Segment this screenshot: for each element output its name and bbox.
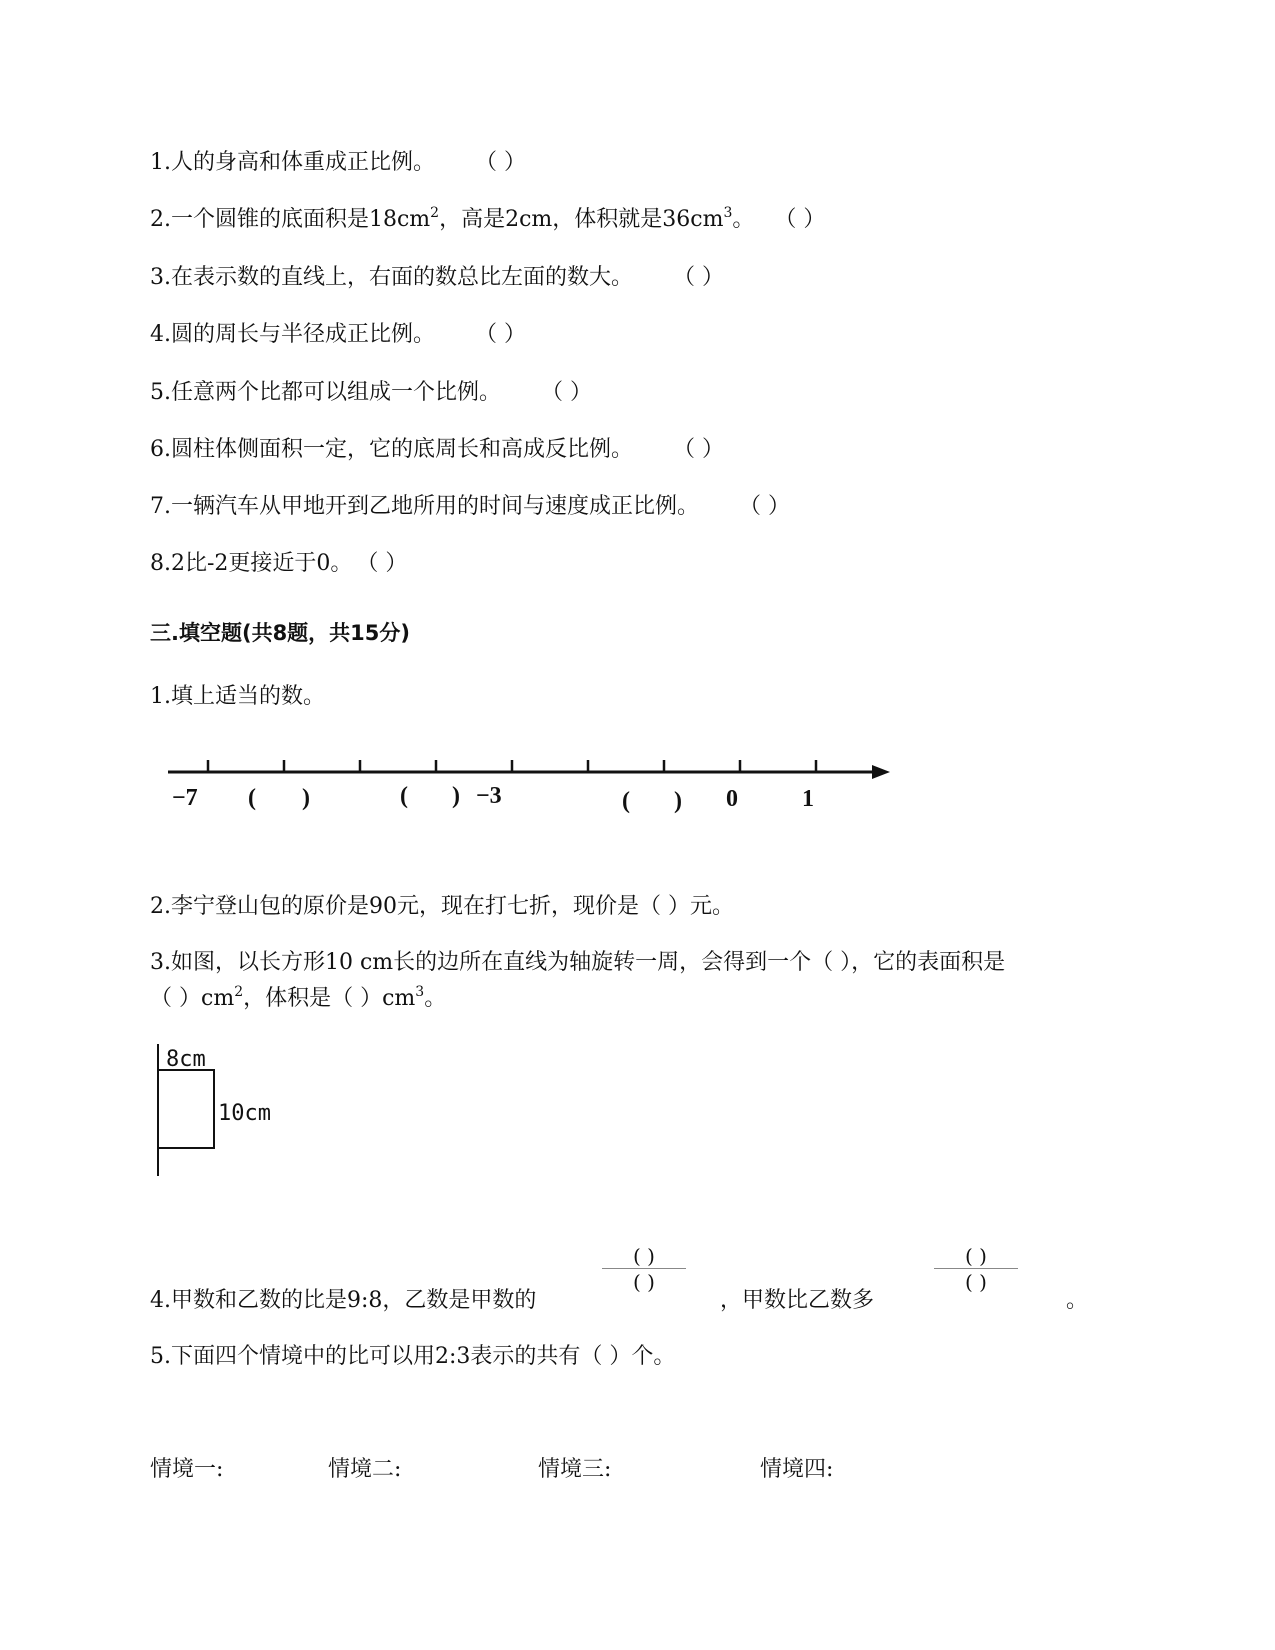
answer-blank[interactable]: （ ）	[356, 551, 408, 576]
fraction-bar	[934, 1268, 1018, 1269]
scenario-4-label: 情境四:	[760, 1457, 834, 1482]
scenario-2-label: 情境二:	[328, 1457, 402, 1482]
fraction-denominator[interactable]: ( )	[633, 1270, 655, 1294]
tf-item-text: 6.圆柱体侧面积一定，它的底周长和高成反比例。	[150, 437, 633, 462]
question-4	[150, 1286, 536, 1316]
fraction-numerator[interactable]: ( )	[965, 1244, 987, 1268]
answer-blank[interactable]: （ ）	[541, 380, 592, 405]
answer-blank[interactable]: （ ）	[475, 322, 526, 347]
tf-item-text: 8.2比-2更接近于0。	[150, 551, 353, 576]
question-4-middle: ，甲数比乙数多	[720, 1288, 875, 1313]
question-text: 。	[424, 986, 447, 1011]
tick-label: 1	[802, 786, 814, 812]
rectangle-shape	[158, 1070, 214, 1148]
fraction-blank-2[interactable]	[934, 1244, 1018, 1296]
tf-item-3	[150, 263, 724, 293]
tick-label-blank-open: (	[248, 785, 256, 811]
question-3-line-1: 3.如图，以长方形10 cm长的边所在直线为轴旋转一周，会得到一个（ ），它的表面积是	[150, 950, 1006, 975]
tick-label-blank-close: )	[452, 783, 460, 809]
fraction-bar	[602, 1268, 686, 1269]
question-4-end: 。	[1066, 1288, 1089, 1313]
tf-item-text: 。	[732, 207, 755, 232]
answer-blank[interactable]: （ ）	[774, 207, 826, 232]
arrow-head-icon	[872, 765, 890, 779]
tick-label-blank-open: (	[622, 788, 630, 814]
rectangle-figure	[150, 1040, 300, 1180]
tick-label: −7	[172, 785, 198, 811]
fraction-blank-1[interactable]	[602, 1244, 686, 1296]
superscript: 3	[723, 205, 733, 221]
tick-label: −3	[476, 783, 502, 809]
fraction-numerator[interactable]: ( )	[633, 1244, 655, 1268]
tick-label-blank-open: (	[400, 783, 408, 809]
tf-item-text: 7.一辆汽车从甲地开到乙地所用的时间与速度成正比例。	[150, 494, 699, 519]
question-3-line-2	[150, 984, 446, 1014]
tick-label-blank-close: )	[302, 785, 310, 811]
question-text: （ ）cm	[150, 986, 235, 1011]
scenario-3-label: 情境三:	[538, 1457, 612, 1482]
question-text: ，体积是（ ）cm	[243, 986, 416, 1011]
tf-item-text: 4.圆的周长与半径成正比例。	[150, 322, 435, 347]
width-label: 8cm	[166, 1047, 206, 1072]
superscript: 3	[415, 984, 425, 1000]
tick-label: 0	[726, 786, 738, 812]
tf-item-7	[150, 492, 790, 522]
question-text: 4.甲数和乙数的比是9:8，乙数是甲数的	[150, 1288, 537, 1313]
tf-item-6	[150, 435, 724, 465]
tick-label-blank-close: )	[674, 788, 682, 814]
tf-item-5	[150, 378, 592, 408]
question-5: 5.下面四个情境中的比可以用2:3表示的共有（ ）个。	[150, 1344, 676, 1369]
tf-item-2	[150, 205, 825, 235]
tf-item-8	[150, 549, 407, 579]
answer-blank[interactable]: （ ）	[475, 150, 526, 175]
question-2: 2.李宁登山包的原价是90元，现在打七折，现价是（ ）元。	[150, 894, 734, 919]
tf-item-text: 2.一个圆锥的底面积是18cm	[150, 207, 431, 232]
superscript: 2	[234, 984, 244, 1000]
question-1: 1.填上适当的数。	[150, 684, 325, 709]
answer-blank[interactable]: （ ）	[673, 265, 724, 290]
tf-item-text: 3.在表示数的直线上，右面的数总比左面的数大。	[150, 265, 633, 290]
answer-blank[interactable]: （ ）	[673, 437, 724, 462]
scenario-1-label: 情境一:	[150, 1457, 224, 1482]
tf-item-text: ，高是2cm，体积就是36cm	[439, 207, 724, 232]
number-line-figure	[160, 748, 900, 820]
height-label: 10cm	[218, 1101, 271, 1126]
tf-item-4	[150, 320, 526, 350]
answer-blank[interactable]: （ ）	[739, 494, 790, 519]
tf-item-text: 5.任意两个比都可以组成一个比例。	[150, 380, 501, 405]
section-heading: 三.填空题(共8题，共15分)	[150, 621, 411, 645]
superscript: 2	[430, 205, 440, 221]
fraction-denominator[interactable]: ( )	[965, 1270, 987, 1294]
tf-item-1	[150, 148, 526, 178]
tf-item-text: 1.人的身高和体重成正比例。	[150, 150, 435, 175]
